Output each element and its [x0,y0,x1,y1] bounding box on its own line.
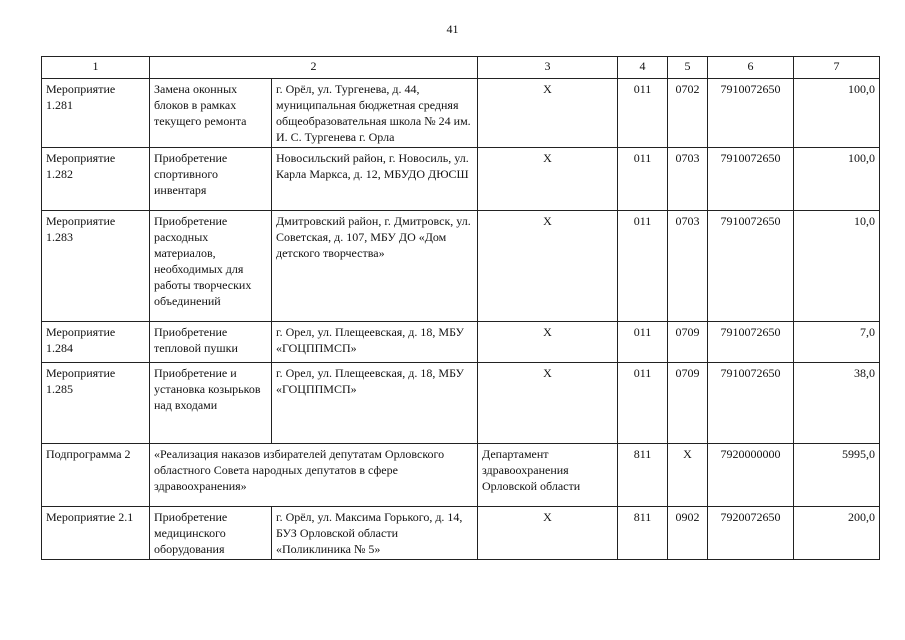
target-code-cell: 7920000000 [708,444,794,507]
section-cell: 0709 [668,322,708,363]
measure-id: Мероприятие 1.284 [42,322,150,363]
section-cell: Х [668,444,708,507]
page-number: 41 [446,22,459,36]
code-cell: 011 [618,322,668,363]
code-cell: 011 [618,363,668,444]
section-cell: 0709 [668,363,708,444]
measure-address: Новосильский район, г. Новосиль, ул. Карла Маркса, д. 12, МБУДО ДЮСШ [272,148,478,211]
amount-cell: 200,0 [794,507,880,560]
table-row [42,322,880,363]
table-row [42,444,880,507]
table-row [42,211,880,322]
amount-cell: 10,0 [794,211,880,322]
amount-cell: 5995,0 [794,444,880,507]
measure-id: Мероприятие 1.283 [42,211,150,322]
column-header: 7 [794,57,880,79]
budget-table [41,56,880,560]
measure-address: г. Орёл, ул. Максима Горького, д. 14, БУЗ Орловской области «Поликлиника № 5» [272,507,478,560]
code-cell: 011 [618,211,668,322]
executor-cell: Х [478,363,618,444]
measure-id: Мероприятие 1.285 [42,363,150,444]
measure-description: Приобретение расходных материалов, необходимых для работы творческих объединений [150,211,272,322]
measure-description: Приобретение и установка козырьков над входами [150,363,272,444]
column-header: 1 [42,57,150,79]
subprogram-id: Подпрограмма 2 [42,444,150,507]
subprogram-title: «Реализация наказов избирателей депутатам Орловского областного Совета народных депутатов в сфере здравоохранения» [150,444,478,507]
executor-cell: Х [478,79,618,148]
executor-cell: Департамент здравоохранения Орловской области [478,444,618,507]
section-cell: 0703 [668,211,708,322]
amount-cell: 100,0 [794,148,880,211]
target-code-cell: 7920072650 [708,507,794,560]
target-code-cell: 7910072650 [708,148,794,211]
header-row [42,57,880,79]
column-header: 3 [478,57,618,79]
section-cell: 0702 [668,79,708,148]
measure-address: г. Орел, ул. Плещеевская, д. 18, МБУ «ГОЦППМСП» [272,363,478,444]
column-header: 2 [150,57,478,79]
code-cell: 811 [618,444,668,507]
measure-id: Мероприятие 1.282 [42,148,150,211]
measure-address: г. Орёл, ул. Тургенева, д. 44, муниципальная бюджетная средняя общеобразовательная школа № 24 им. И. С. Тургенева г. Орла [272,79,478,148]
executor-cell: Х [478,322,618,363]
executor-cell: Х [478,148,618,211]
amount-cell: 100,0 [794,79,880,148]
target-code-cell: 7910072650 [708,322,794,363]
amount-cell: 38,0 [794,363,880,444]
code-cell: 011 [618,148,668,211]
measure-description: Приобретение спортивного инвентаря [150,148,272,211]
table-row [42,507,880,560]
section-cell: 0703 [668,148,708,211]
amount-cell: 7,0 [794,322,880,363]
measure-description: Приобретение медицинского оборудования [150,507,272,560]
measure-id: Мероприятие 1.281 [42,79,150,148]
target-code-cell: 7910072650 [708,79,794,148]
executor-cell: Х [478,211,618,322]
column-header: 6 [708,57,794,79]
executor-cell: Х [478,507,618,560]
measure-id: Мероприятие 2.1 [42,507,150,560]
code-cell: 011 [618,79,668,148]
table-row [42,363,880,444]
target-code-cell: 7910072650 [708,363,794,444]
target-code-cell: 7910072650 [708,211,794,322]
table-row [42,148,880,211]
code-cell: 811 [618,507,668,560]
measure-description: Замена оконных блоков в рамках текущего ремонта [150,79,272,148]
column-header: 5 [668,57,708,79]
section-cell: 0902 [668,507,708,560]
measure-address: г. Орел, ул. Плещеевская, д. 18, МБУ «ГОЦППМСП» [272,322,478,363]
column-header: 4 [618,57,668,79]
measure-description: Приобретение тепловой пушки [150,322,272,363]
table-row [42,79,880,148]
measure-address: Дмитровский район, г. Дмитровск, ул. Советская, д. 107, МБУ ДО «Дом детского творчества» [272,211,478,322]
